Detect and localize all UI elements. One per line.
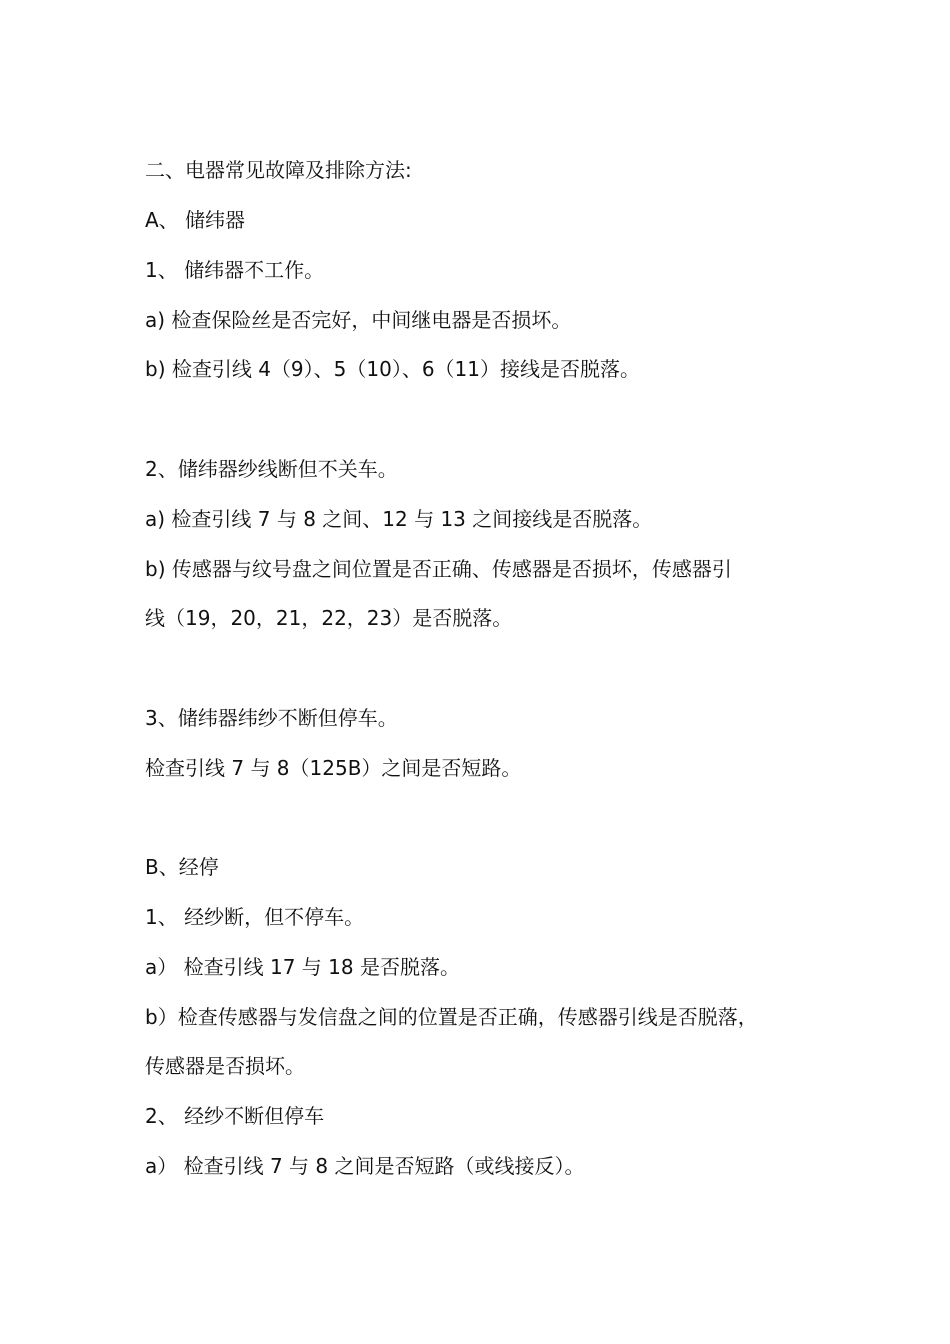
document-heading: 二、电器常见故障及排除方法:: [145, 158, 412, 182]
section-a-title: A、 储纬器: [145, 208, 246, 232]
section-a-item-2-b-line-2: 线（19，20，21，22，23）是否脱落。: [145, 606, 513, 630]
section-b-item-2-a: a） 检查引线 7 与 8 之间是否短路（或线接反）。: [145, 1154, 585, 1178]
section-a-item-1-b: b) 检查引线 4（9）、5（10）、6（11）接线是否脱落。: [145, 357, 641, 381]
section-a-item-3-title: 3、储纬器纬纱不断但停车。: [145, 706, 398, 730]
section-a-item-2-title: 2、储纬器纱线断但不关车。: [145, 457, 398, 481]
section-b-item-2-title: 2、 经纱不断但停车: [145, 1104, 325, 1128]
section-a-item-3-text: 检查引线 7 与 8（125B）之间是否短路。: [145, 756, 522, 780]
section-b-item-1-b-line-2: 传感器是否损坏。: [145, 1054, 305, 1078]
section-a-item-1-a: a) 检查保险丝是否完好，中间继电器是否损坏。: [145, 308, 572, 332]
section-b-item-1-b-line-1: b）检查传感器与发信盘之间的位置是否正确，传感器引线是否脱落，: [145, 1005, 758, 1029]
section-a-item-2-b-line-1: b) 传感器与纹号盘之间位置是否正确、传感器是否损坏，传感器引: [145, 557, 732, 581]
section-b-item-1-a: a） 检查引线 17 与 18 是否脱落。: [145, 955, 460, 979]
section-b-title: B、经停: [145, 855, 219, 879]
section-b-item-1-title: 1、 经纱断，但不停车。: [145, 905, 365, 929]
section-a-item-1-title: 1、 储纬器不工作。: [145, 258, 325, 282]
section-a-item-2-a: a) 检查引线 7 与 8 之间、12 与 13 之间接线是否脱落。: [145, 507, 653, 531]
